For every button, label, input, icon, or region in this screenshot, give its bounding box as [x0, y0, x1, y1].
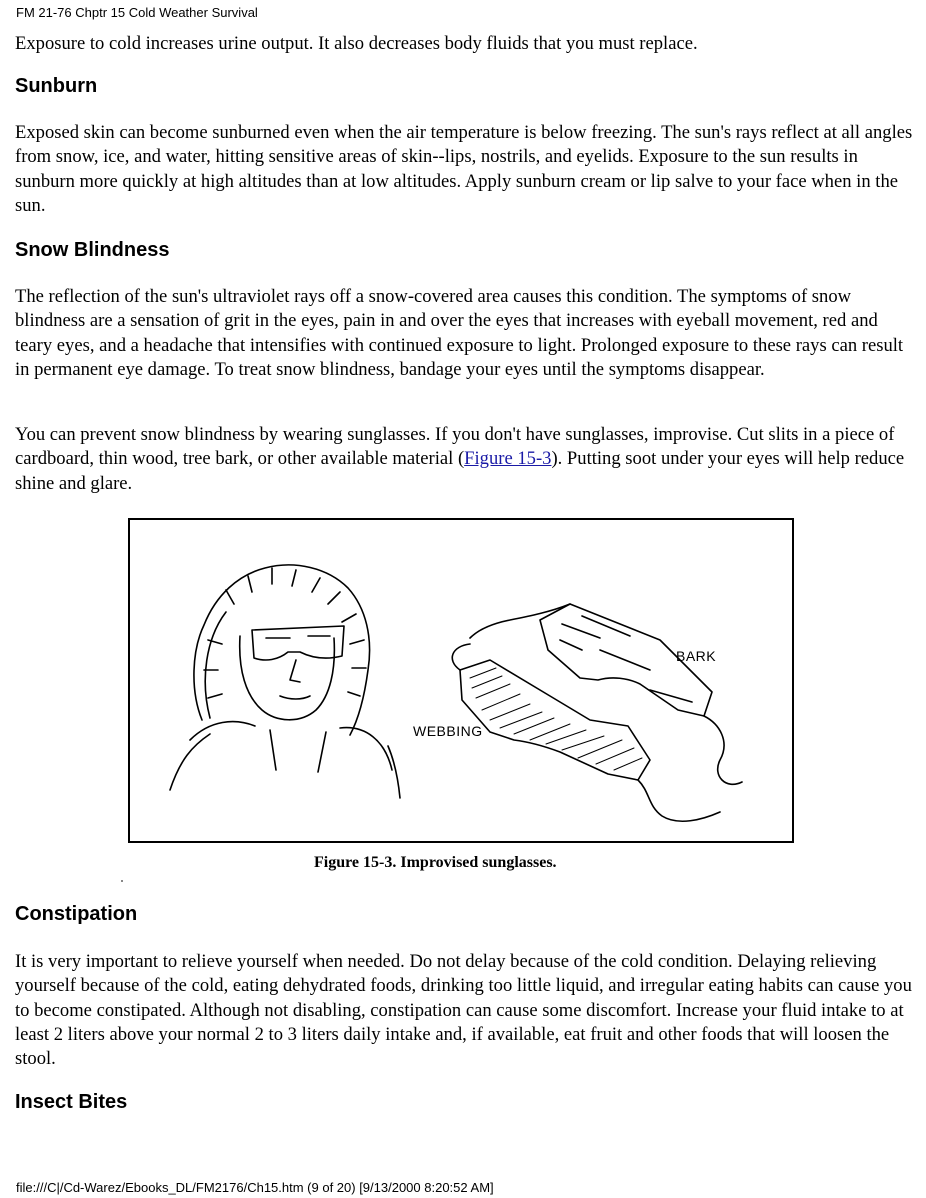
- snow-blindness-paragraph-1: The reflection of the sun's ultraviolet rays off a snow-covered area causes this condition. The symptoms of snow blindness are a sensation of grit in the eyes, pain in and over the eyes that increases with eyeball movement, red and teary eyes, and a headache that intensifies with continued exposure to light. Prolonged exposure to these rays can result in permanent eye damage. To treat snow blindness, bandage your eyes until the symptoms disappear.: [15, 286, 904, 380]
- sunburn-heading: Sunburn: [15, 75, 98, 97]
- figure-15-3-link[interactable]: Figure 15-3: [464, 448, 552, 470]
- insect-bites-heading: Insect Bites: [15, 1091, 128, 1113]
- snow-blindness-paragraph-2: [15, 423, 915, 496]
- intro-paragraph: Exposure to cold increases urine output. It also decreases body fluids that you must replace.: [15, 33, 698, 54]
- snow-blindness-heading: Snow Blindness: [15, 239, 170, 261]
- page-header: FM 21-76 Chptr 15 Cold Weather Survival: [16, 5, 258, 20]
- constipation-paragraph: It is very important to relieve yourself when needed. Do not delay because of the cold condition. Delaying relieving yourself because of the cold, eating dehydrated foods, drinking too little liquid, and irregular eating habits can cause you to become constipated. Although not disabling, constipation can cause some discomfort. Increase your fluid intake to at least 2 liters above your normal 2 to 3 liters daily intake and, if available, eat fruit and other foods that will loosen the stool.: [15, 951, 912, 1070]
- bark-label: BARK: [676, 648, 717, 664]
- figure-15-3: [128, 518, 794, 843]
- goggles: [252, 626, 344, 660]
- stray-mark: [121, 880, 123, 882]
- sunburn-paragraph: Exposed skin can become sunburned even when the air temperature is below freezing. The sun's rays reflect at all angles from snow, ice, and water, hitting sensitive areas of skin--lips, nostrils, and eyelids. Exposure to the sun results in sunburn more quickly at high altitudes than at low altitudes. Apply sunburn cream or lip salve to your face when in the sun.: [15, 122, 913, 216]
- paragraph-text-before-link: You can prevent snow blindness by wearing sunglasses. If you don't have sunglasses, improvise. Cut slits in a piece of cardboard, thin wood, tree bark, or other available material (: [15, 424, 895, 470]
- figure-caption: Figure 15-3. Improvised sunglasses.: [314, 854, 557, 871]
- improvised-sunglasses-illustration: [130, 520, 792, 841]
- paragraph-text-after-link: ). Putting soot under your eyes will help reduce shine and glare.: [15, 448, 905, 494]
- parka-hood: [194, 565, 370, 735]
- constipation-heading: Constipation: [15, 903, 138, 925]
- page-footer: file:///C|/Cd-Warez/Ebooks_DL/FM2176/Ch15.htm (9 of 20) [9/13/2000 8:20:52 AM]: [16, 1180, 494, 1195]
- webbing-label: WEBBING: [413, 723, 483, 739]
